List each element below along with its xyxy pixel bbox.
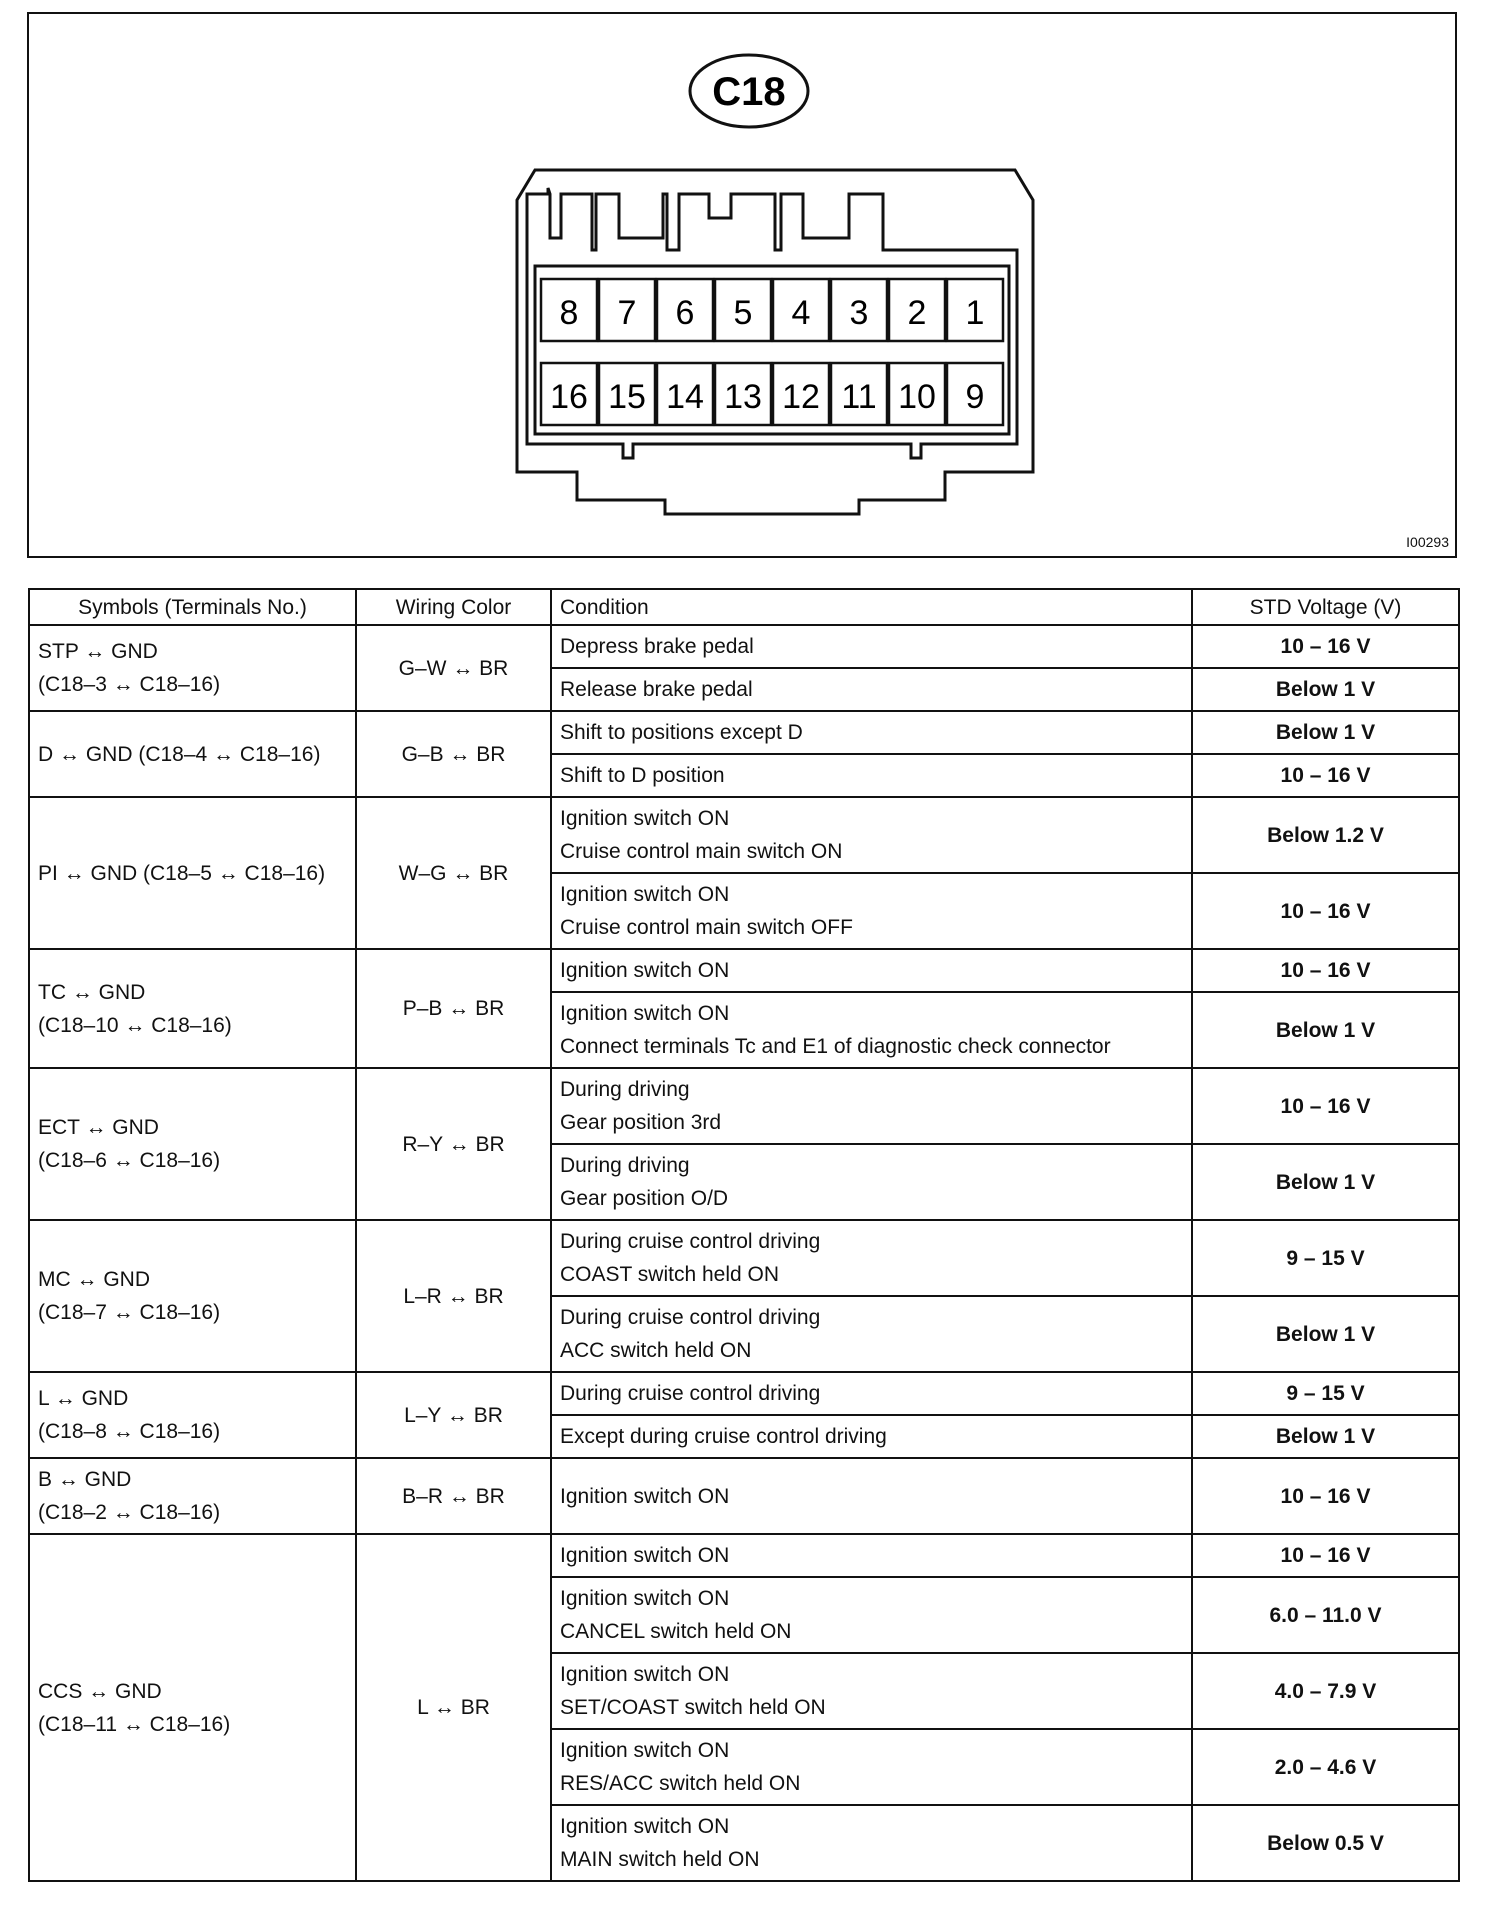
- condition-cell: [551, 1805, 1192, 1881]
- symbol-cell: [29, 1372, 356, 1458]
- symbol-cell: [29, 1068, 356, 1220]
- symbol-cell: [29, 711, 356, 797]
- std-voltage-cell: 9 – 15 V: [1192, 1372, 1459, 1415]
- std-voltage-cell: 10 – 16 V: [1192, 1068, 1459, 1144]
- std-voltage-cell: 10 – 16 V: [1192, 1458, 1459, 1534]
- wiring-color-cell: L–Y ↔ BR: [356, 1372, 551, 1458]
- table-row: [29, 1372, 1459, 1415]
- std-voltage-cell: Below 1.2 V: [1192, 797, 1459, 873]
- condition-cell-line: Cruise control main switch OFF: [560, 916, 853, 939]
- symbol-cell-line: STP ↔ GND: [38, 640, 158, 663]
- std-voltage-cell: Below 1 V: [1192, 1296, 1459, 1372]
- connector-pin-number: 13: [724, 378, 762, 416]
- terminal-voltage-table: [28, 588, 1460, 1882]
- condition-cell-line: During driving: [560, 1078, 690, 1101]
- condition-cell: [551, 873, 1192, 949]
- condition-cell-line: During cruise control driving: [560, 1382, 821, 1405]
- table-row: [29, 1458, 1459, 1534]
- image-code: I00293: [1406, 534, 1449, 550]
- symbol-cell: [29, 797, 356, 949]
- table-row: [29, 949, 1459, 992]
- header-condition: Condition: [551, 589, 1192, 625]
- connector-pin-number: 12: [782, 378, 820, 416]
- condition-cell-line: During cruise control driving: [560, 1306, 821, 1329]
- condition-cell: [551, 1653, 1192, 1729]
- table-row: [29, 711, 1459, 754]
- wiring-color-cell: R–Y ↔ BR: [356, 1068, 551, 1220]
- condition-cell: [551, 1415, 1192, 1458]
- condition-cell: [551, 1577, 1192, 1653]
- connector-pin-number: 10: [898, 378, 936, 416]
- symbol-cell-line: (C18–10 ↔ C18–16): [38, 1013, 232, 1037]
- condition-cell-line: Gear position O/D: [560, 1187, 729, 1210]
- condition-cell-line: Shift to D position: [560, 764, 725, 787]
- std-voltage-cell: Below 1 V: [1192, 668, 1459, 711]
- std-voltage-cell: Below 1 V: [1192, 1415, 1459, 1458]
- table-row: [29, 1534, 1459, 1577]
- std-voltage-cell: Below 1 V: [1192, 1144, 1459, 1220]
- condition-cell: [551, 1220, 1192, 1296]
- condition-cell-line: During cruise control driving: [560, 1230, 821, 1253]
- symbol-cell-line: (C18–3 ↔ C18–16): [38, 673, 221, 696]
- connector-pin-number: 14: [666, 378, 704, 416]
- condition-cell-line: During driving: [560, 1154, 690, 1177]
- symbol-cell-line: B ↔ GND: [38, 1468, 132, 1491]
- connector-pin-number: 15: [608, 378, 646, 416]
- table-header-row: [29, 589, 1459, 625]
- condition-cell: [551, 1144, 1192, 1220]
- connector-pin-number: 9: [965, 378, 985, 416]
- connector-pin-number: 6: [675, 294, 695, 332]
- wiring-color-cell: P–B ↔ BR: [356, 949, 551, 1068]
- header-wiring-color: Wiring Color: [356, 589, 551, 625]
- condition-cell-line: RES/ACC switch held ON: [560, 1772, 801, 1795]
- condition-cell-line: Depress brake pedal: [560, 635, 754, 658]
- std-voltage-cell: 10 – 16 V: [1192, 949, 1459, 992]
- wiring-color-cell: W–G ↔ BR: [356, 797, 551, 949]
- symbol-cell-line: (C18–11 ↔ C18–16): [38, 1712, 231, 1736]
- condition-cell-line: Ignition switch ON: [560, 1002, 730, 1025]
- table-row: [29, 797, 1459, 873]
- std-voltage-cell: 2.0 – 4.6 V: [1192, 1729, 1459, 1805]
- condition-cell-line: Ignition switch ON: [560, 807, 730, 830]
- wiring-color-cell: G–W ↔ BR: [356, 625, 551, 711]
- condition-cell-line: COAST switch held ON: [560, 1263, 780, 1286]
- condition-cell: [551, 797, 1192, 873]
- condition-cell-line: Ignition switch ON: [560, 883, 730, 906]
- condition-cell: [551, 1729, 1192, 1805]
- std-voltage-cell: 10 – 16 V: [1192, 625, 1459, 668]
- condition-cell: [551, 1068, 1192, 1144]
- condition-cell-line: Gear position 3rd: [560, 1111, 722, 1134]
- table-row: [29, 1220, 1459, 1296]
- condition-cell: [551, 1372, 1192, 1415]
- symbol-cell-line: (C18–8 ↔ C18–16): [38, 1420, 221, 1443]
- symbol-cell: [29, 1458, 356, 1534]
- symbol-cell-line: MC ↔ GND: [38, 1268, 150, 1291]
- symbol-cell-line: (C18–2 ↔ C18–16): [38, 1501, 221, 1524]
- symbol-cell-line: ECT ↔ GND: [38, 1116, 159, 1139]
- connector-pin-number: 3: [849, 294, 869, 332]
- std-voltage-cell: 10 – 16 V: [1192, 873, 1459, 949]
- condition-cell-line: Shift to positions except D: [560, 721, 803, 744]
- symbol-cell-line: D ↔ GND (C18–4 ↔ C18–16): [38, 742, 321, 766]
- std-voltage-cell: 6.0 – 11.0 V: [1192, 1577, 1459, 1653]
- table-body: [29, 625, 1459, 1881]
- table-row: [29, 1068, 1459, 1144]
- symbol-cell-line: L ↔ GND: [38, 1387, 129, 1410]
- symbol-cell-line: PI ↔ GND (C18–5 ↔ C18–16): [38, 861, 326, 885]
- connector-label: C18: [712, 70, 786, 114]
- condition-cell-line: Ignition switch ON: [560, 1663, 730, 1686]
- symbol-cell-line: (C18–6 ↔ C18–16): [38, 1149, 221, 1172]
- condition-cell-line: Ignition switch ON: [560, 959, 730, 982]
- std-voltage-cell: Below 1 V: [1192, 711, 1459, 754]
- symbol-cell-line: CCS ↔ GND: [38, 1679, 162, 1703]
- condition-cell: [551, 625, 1192, 668]
- std-voltage-cell: 10 – 16 V: [1192, 754, 1459, 797]
- condition-cell-line: Release brake pedal: [560, 678, 753, 701]
- connector-pin-number: 1: [965, 294, 985, 332]
- condition-cell-line: Except during cruise control driving: [560, 1425, 887, 1448]
- condition-cell-line: Ignition switch ON: [560, 1815, 730, 1838]
- symbol-cell-line: (C18–7 ↔ C18–16): [38, 1301, 221, 1324]
- connector-pin-number: 11: [841, 378, 877, 416]
- wiring-color-cell: G–B ↔ BR: [356, 711, 551, 797]
- wiring-color-cell: B–R ↔ BR: [356, 1458, 551, 1534]
- connector-pin-number: 8: [559, 294, 579, 332]
- header-std-voltage: STD Voltage (V): [1192, 589, 1459, 625]
- condition-cell: [551, 668, 1192, 711]
- connector-pin-number: 16: [550, 378, 588, 416]
- symbol-cell: [29, 625, 356, 711]
- condition-cell-line: Connect terminals Tc and E1 of diagnostic check connector: [560, 1035, 1111, 1058]
- condition-cell: [551, 754, 1192, 797]
- connector-pin-number: 5: [733, 294, 753, 332]
- std-voltage-cell: Below 1 V: [1192, 992, 1459, 1068]
- symbol-cell: [29, 1220, 356, 1372]
- condition-cell: [551, 711, 1192, 754]
- condition-cell: [551, 1534, 1192, 1577]
- symbol-cell: [29, 949, 356, 1068]
- connector-diagram: [27, 12, 1457, 558]
- table-row: [29, 625, 1459, 668]
- condition-cell: [551, 992, 1192, 1068]
- connector-pin-number: 4: [791, 294, 811, 332]
- connector-pins: [541, 279, 1003, 425]
- condition-cell-line: Ignition switch ON: [560, 1544, 730, 1567]
- std-voltage-cell: 9 – 15 V: [1192, 1220, 1459, 1296]
- condition-cell-line: CANCEL switch held ON: [560, 1620, 792, 1643]
- symbol-cell: [29, 1534, 356, 1881]
- std-voltage-cell: Below 0.5 V: [1192, 1805, 1459, 1881]
- condition-cell-line: SET/COAST switch held ON: [560, 1696, 826, 1719]
- condition-cell-line: Cruise control main switch ON: [560, 840, 843, 863]
- condition-cell: [551, 1458, 1192, 1534]
- condition-cell-line: Ignition switch ON: [560, 1739, 730, 1762]
- condition-cell: [551, 949, 1192, 992]
- wiring-color-cell: L–R ↔ BR: [356, 1220, 551, 1372]
- header-symbols: Symbols (Terminals No.): [29, 589, 356, 625]
- condition-cell-line: MAIN switch held ON: [560, 1848, 760, 1871]
- connector-pin-number: 7: [617, 294, 637, 332]
- wiring-color-cell: L ↔ BR: [356, 1534, 551, 1881]
- symbol-cell-line: TC ↔ GND: [38, 980, 146, 1004]
- connector-drawing: [29, 14, 1455, 556]
- condition-cell-line: ACC switch held ON: [560, 1339, 752, 1362]
- condition-cell-line: Ignition switch ON: [560, 1484, 730, 1508]
- condition-cell: [551, 1296, 1192, 1372]
- std-voltage-cell: 10 – 16 V: [1192, 1534, 1459, 1577]
- connector-pin-number: 2: [907, 294, 927, 332]
- condition-cell-line: Ignition switch ON: [560, 1587, 730, 1610]
- std-voltage-cell: 4.0 – 7.9 V: [1192, 1653, 1459, 1729]
